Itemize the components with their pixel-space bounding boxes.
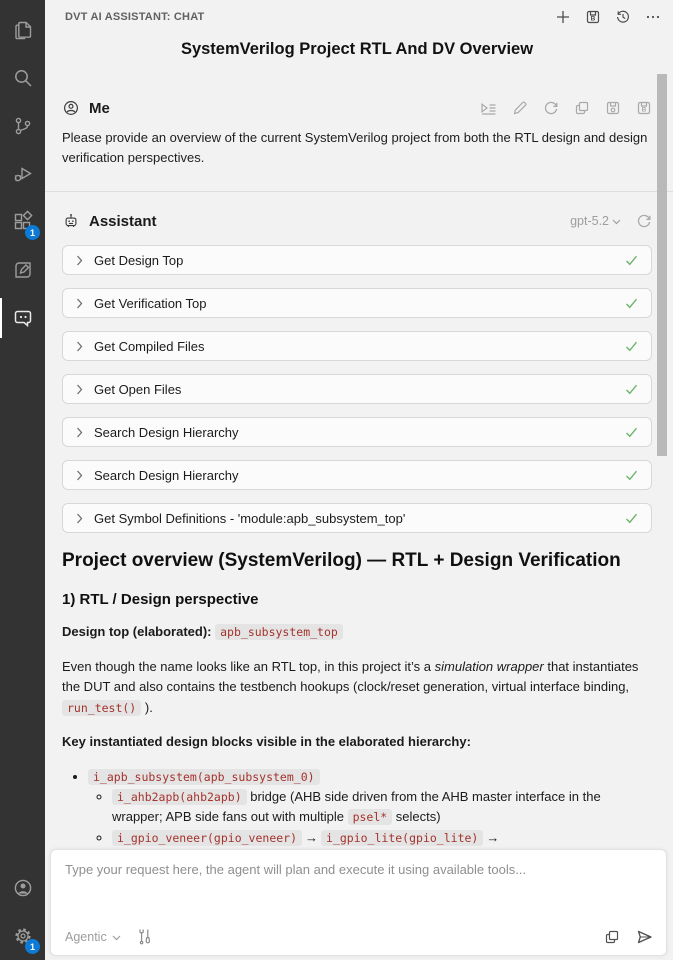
sidebar-item-explorer[interactable]	[0, 6, 45, 54]
scrollbar-thumb[interactable]	[657, 74, 667, 456]
settings-badge: 1	[25, 939, 40, 954]
success-check-icon	[625, 341, 638, 352]
chat-icon	[11, 306, 35, 330]
copy-icon[interactable]	[574, 100, 590, 116]
assistant-robot-icon	[62, 212, 80, 230]
panel-actions	[555, 9, 661, 25]
tool-call-search-design-hierarchy-1[interactable]: Search Design Hierarchy	[62, 417, 652, 447]
chevron-right-icon	[76, 341, 83, 352]
answer-h2: 1) RTL / Design perspective	[62, 591, 259, 608]
mode-label: Agentic	[65, 929, 107, 944]
sidebar-item-notebook[interactable]	[0, 246, 45, 294]
user-message-toolbar	[480, 100, 652, 116]
tool-call-get-verification-top[interactable]: Get Verification Top	[62, 288, 652, 318]
tool-call-get-symbol-definitions[interactable]: Get Symbol Definitions - 'module:apb_subsystem_top'	[62, 503, 652, 533]
account-icon	[11, 876, 35, 900]
chevron-right-icon	[76, 298, 83, 309]
sidebar-item-run-debug[interactable]	[0, 150, 45, 198]
copy-icon[interactable]	[604, 929, 620, 945]
arrow-text: →	[486, 829, 500, 845]
chevron-right-icon	[76, 255, 83, 266]
plus-icon[interactable]	[555, 9, 571, 25]
panel-header	[45, 0, 673, 27]
save-alt-icon[interactable]	[636, 100, 652, 116]
arrow-text: →	[305, 829, 319, 845]
sidebar-item-settings[interactable]	[0, 912, 45, 960]
assistant-label: Assistant	[89, 212, 157, 230]
chevron-right-icon	[76, 470, 83, 481]
code-chip: i_apb_subsystem(apb_subsystem_0)	[88, 769, 320, 785]
run-debug-icon	[11, 162, 35, 186]
tools-icon[interactable]	[137, 928, 152, 945]
chat-content	[45, 40, 673, 870]
sidebar-item-search[interactable]	[0, 54, 45, 102]
search-icon	[11, 66, 35, 90]
tool-call-search-design-hierarchy-2[interactable]: Search Design Hierarchy	[62, 460, 652, 490]
sidebar-item-account[interactable]	[0, 864, 45, 912]
key-blocks-heading: Key instantiated design blocks visible in the elaborated hierarchy:	[62, 734, 471, 749]
send-icon[interactable]	[636, 929, 653, 945]
chevron-down-icon	[112, 930, 121, 944]
success-check-icon	[625, 427, 638, 438]
code-chip: i_gpio_lite(gpio_lite)	[321, 830, 483, 846]
composer-toolbar	[65, 928, 653, 945]
assistant-toolbar	[570, 213, 652, 229]
tool-call-get-compiled-files[interactable]: Get Compiled Files	[62, 331, 652, 361]
answer-paragraph: Even though the name looks like an RTL top, in this project it’s a simulation wrapper that instantiates the DUT and also contains the testbench hookups (clock/reset generation, virtual interface binding, run_test() ).	[62, 658, 639, 715]
sidebar-item-extensions[interactable]	[0, 198, 45, 246]
code-chip: psel*	[348, 809, 393, 825]
user-avatar-icon	[62, 99, 80, 117]
assistant-answer	[62, 550, 652, 870]
user-message-header	[62, 99, 652, 117]
mode-selector[interactable]	[65, 930, 121, 944]
svg-text:B: B	[641, 106, 647, 114]
activity-bar-spacer	[0, 342, 45, 864]
source-control-icon	[11, 114, 35, 138]
sidebar-item-chat[interactable]	[0, 294, 45, 342]
tool-call-list	[62, 245, 652, 533]
chat-input[interactable]	[51, 850, 666, 908]
chevron-right-icon	[76, 384, 83, 395]
history-icon[interactable]	[615, 9, 631, 25]
edit-icon[interactable]	[512, 100, 528, 116]
success-check-icon	[625, 470, 638, 481]
success-check-icon	[625, 384, 638, 395]
user-message-text: Please provide an overview of the current SystemVerilog project from both the RTL design and design verification perspectives.	[62, 130, 648, 165]
composer	[50, 849, 667, 956]
extensions-badge: 1	[25, 225, 40, 240]
chat-panel	[45, 0, 673, 960]
sidebar-item-source-control[interactable]	[0, 102, 45, 150]
activity-bar	[0, 0, 45, 960]
success-check-icon	[625, 513, 638, 524]
panel-title: DVT AI ASSISTANT: CHAT	[65, 11, 205, 23]
assistant-message-header	[62, 212, 652, 230]
code-chip: i_gpio_veneer(gpio_veneer)	[112, 830, 302, 846]
chevron-right-icon	[76, 427, 83, 438]
success-check-icon	[625, 298, 638, 309]
message-divider	[45, 191, 673, 192]
design-top-line: Design top (elaborated): apb_subsystem_top	[62, 622, 652, 643]
answer-h1: Project overview (SystemVerilog) — RTL + Design Verification	[62, 550, 621, 571]
save-icon[interactable]	[605, 100, 621, 116]
notebook-pencil-icon	[11, 258, 35, 282]
ellipsis-icon[interactable]	[645, 9, 661, 25]
chevron-down-icon	[612, 214, 621, 228]
chat-session-title: SystemVerilog Project RTL And DV Overview	[180, 40, 534, 58]
svg-text:B: B	[590, 15, 596, 23]
explorer-icon	[11, 18, 35, 42]
retry-icon[interactable]	[543, 100, 559, 116]
chevron-right-icon	[76, 513, 83, 524]
list-item: ◦ i_ahb2apb(ahb2apb) bridge (AHB side driven from the AHB master interface in the wrapper; APB side fans out with multiple psel* selects)	[112, 787, 652, 827]
model-selector[interactable]	[570, 214, 621, 228]
save-file-icon[interactable]	[585, 9, 601, 25]
success-check-icon	[625, 255, 638, 266]
code-chip: run_test()	[62, 700, 141, 716]
insert-prompt-icon[interactable]	[480, 101, 497, 116]
model-name: gpt-5.2	[570, 214, 609, 228]
code-chip: i_ahb2apb(ahb2apb)	[112, 789, 247, 805]
tool-call-get-open-files[interactable]: Get Open Files	[62, 374, 652, 404]
regenerate-icon[interactable]	[636, 213, 652, 229]
tool-call-get-design-top[interactable]: Get Design Top	[62, 245, 652, 275]
user-label: Me	[89, 99, 110, 117]
code-chip: apb_subsystem_top	[215, 624, 343, 640]
